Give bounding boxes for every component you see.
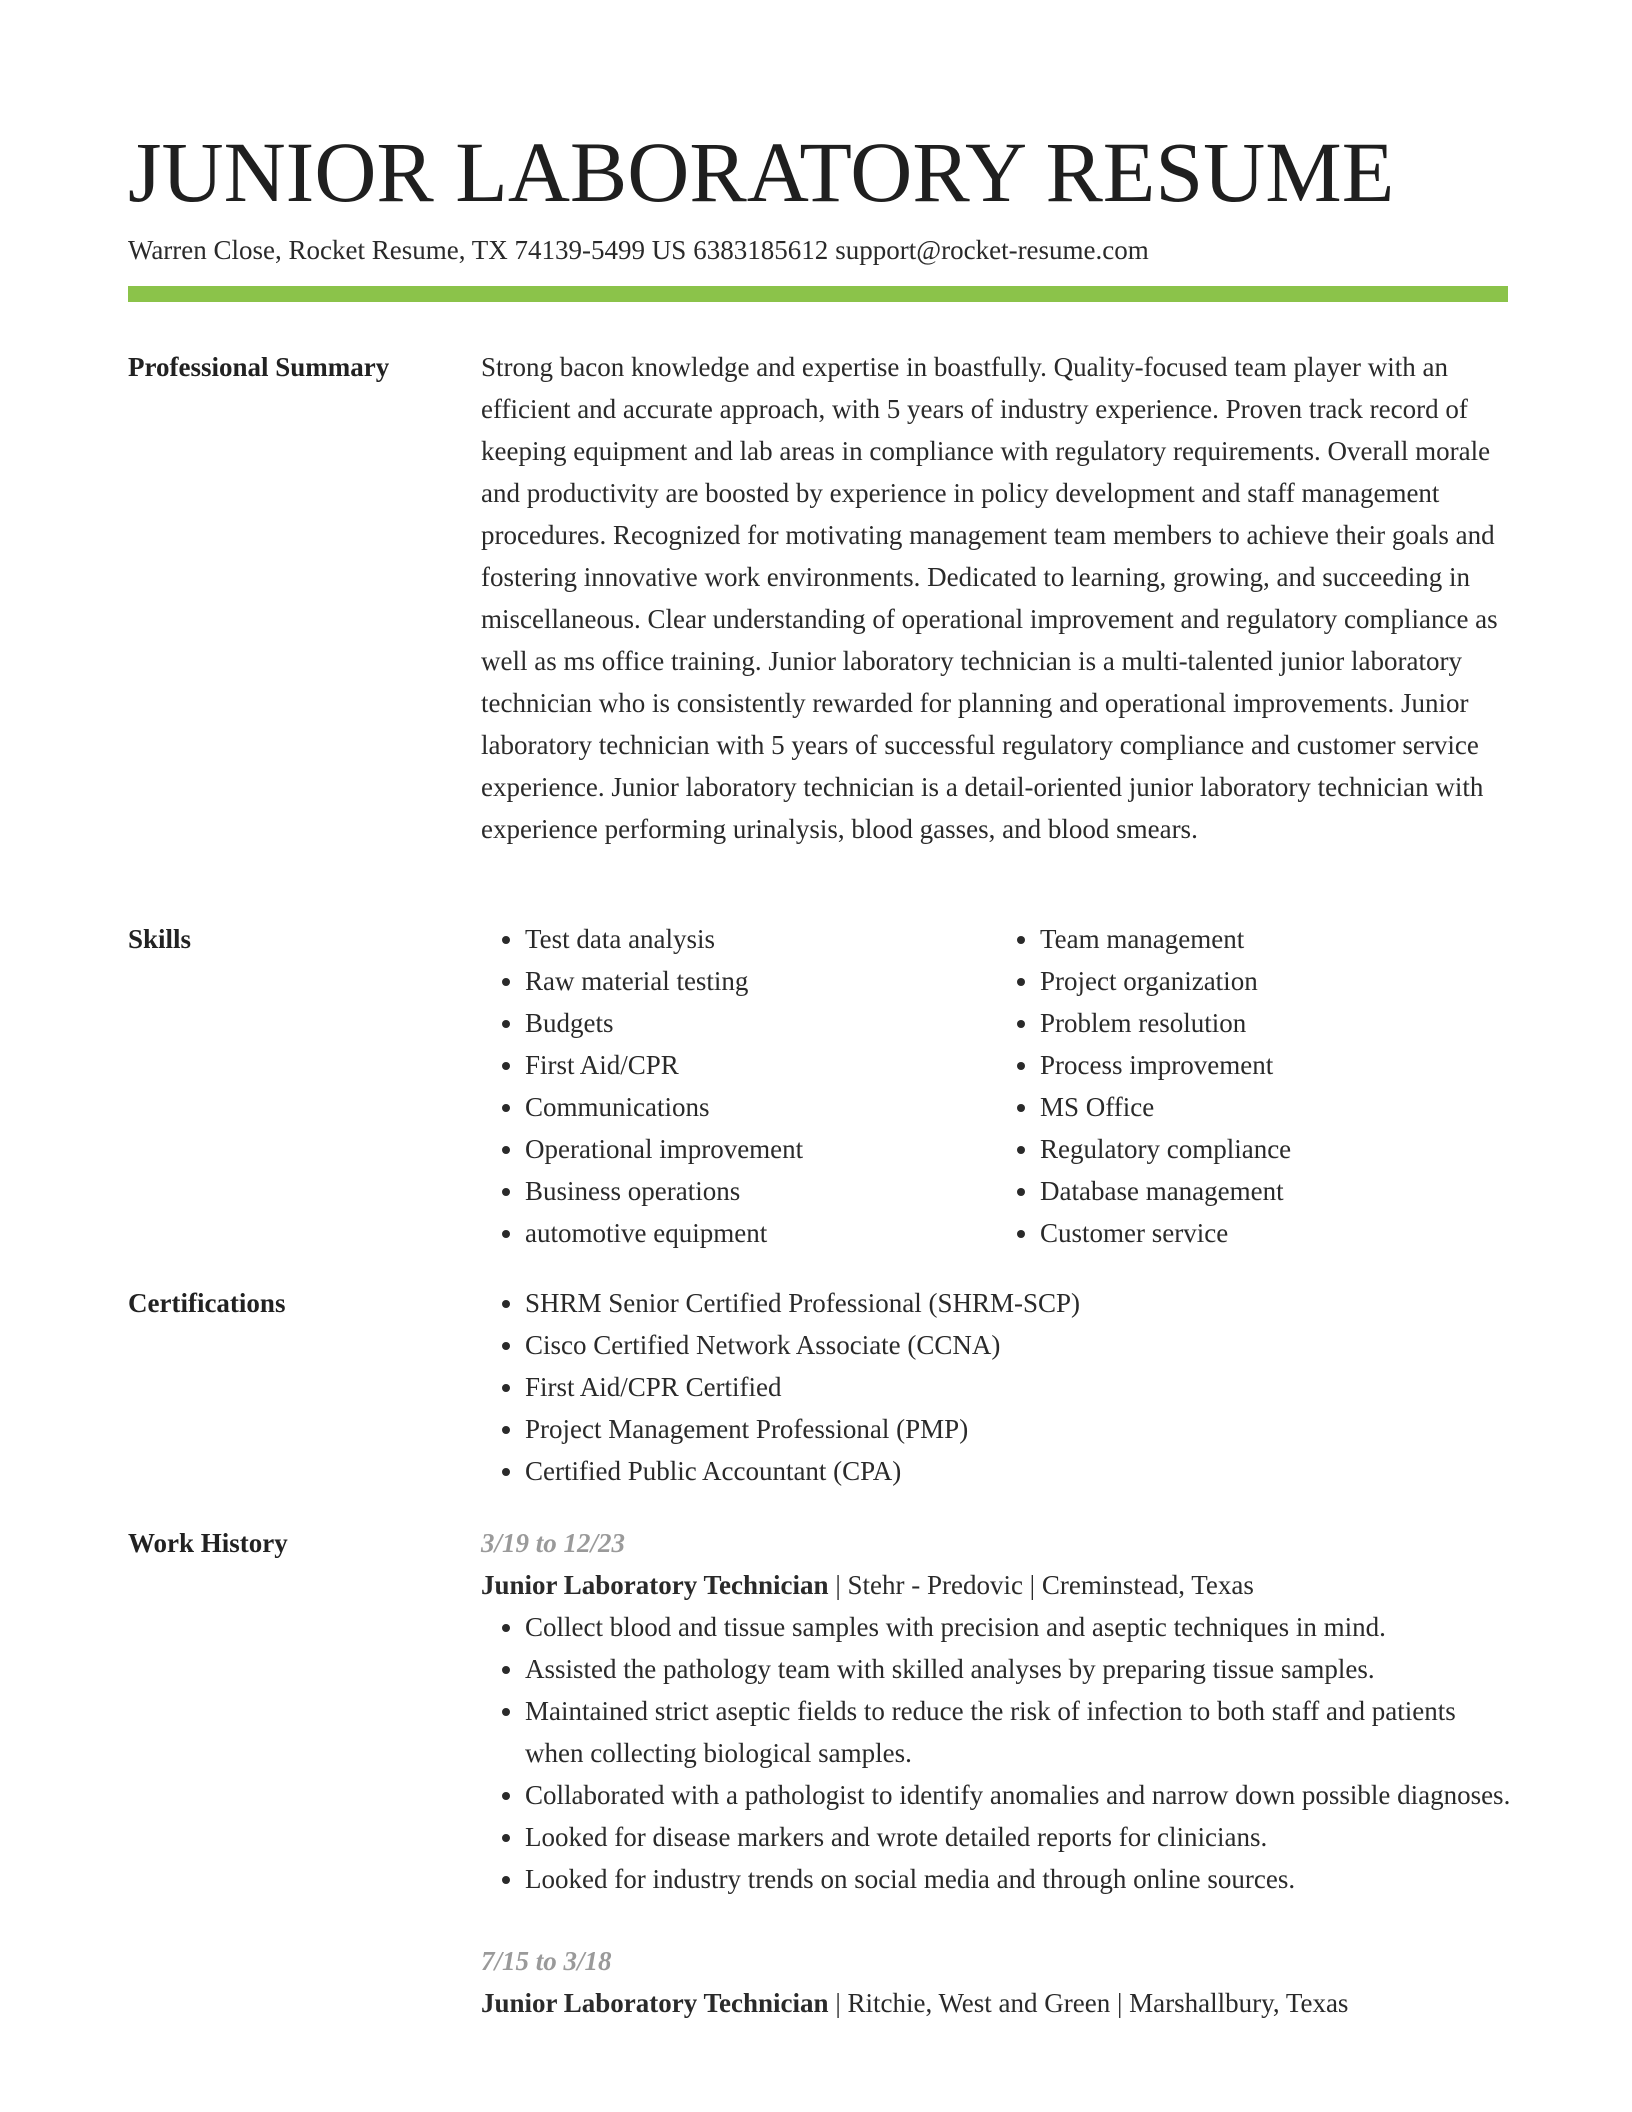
job-employer-location: | Stehr - Predovic | Creminstead, Texas	[828, 1570, 1254, 1600]
job-duties-list	[481, 1606, 1511, 1900]
skill-item: • First Aid/CPR	[525, 1044, 996, 1086]
job-duty-item: • Collaborated with a pathologist to identify anomalies and narrow down possible diagnoses.	[525, 1774, 1511, 1816]
skill-item: • Communications	[525, 1086, 996, 1128]
job-entry	[481, 1940, 1511, 2024]
skill-item: • Business operations	[525, 1170, 996, 1212]
skill-item: • Raw material testing	[525, 960, 996, 1002]
job-employer-location: | Ritchie, West and Green | Marshallbury, Texas	[828, 1988, 1349, 2018]
skills-body	[481, 918, 1511, 1254]
job-title: Junior Laboratory Technician	[481, 1570, 829, 1600]
work-history-body	[481, 1522, 1511, 2064]
certification-item: • SHRM Senior Certified Professional (SHRM-SCP)	[525, 1282, 1511, 1324]
certification-item: • First Aid/CPR Certified	[525, 1366, 1511, 1408]
job-duty-item: • Collect blood and tissue samples with precision and aseptic techniques in mind.	[525, 1606, 1511, 1648]
skills-label: Skills	[128, 924, 192, 954]
certification-item: • Cisco Certified Network Associate (CCNA)	[525, 1324, 1511, 1366]
job-entry	[481, 1522, 1511, 1900]
skills-list-left	[481, 918, 996, 1254]
skill-item: • Team management	[1040, 918, 1511, 960]
skill-item: • Process improvement	[1040, 1044, 1511, 1086]
job-duty-item: • Looked for disease markers and wrote detailed reports for clinicians.	[525, 1816, 1511, 1858]
certifications-list	[481, 1282, 1511, 1492]
job-heading	[481, 1564, 1511, 1606]
skill-item: • Customer service	[1040, 1212, 1511, 1254]
contact-line	[128, 232, 1156, 268]
summary-label: Professional Summary	[128, 352, 390, 382]
skill-item: • Problem resolution	[1040, 1002, 1511, 1044]
job-dates: 7/15 to 3/18	[481, 1946, 612, 1976]
accent-divider	[128, 286, 1508, 302]
job-title: Junior Laboratory Technician	[481, 1988, 829, 2018]
work-history-label: Work History	[128, 1528, 288, 1558]
skill-item: • MS Office	[1040, 1086, 1511, 1128]
summary-text: Strong bacon knowledge and expertise in boastfully. Quality-focused team player with an efficient and accurate approach, with 5 years of industry experience. Proven track record of keeping equipment and lab areas in compliance with regulatory requirements. Overall morale and productivity are boosted by experience in policy development and staff management procedures. Recognized for motivating management team members to achieve their goals and fostering innovative work environments. Dedicated to learning, growing, and succeeding in miscellaneous. Clear understanding of operational improvement and regulatory compliance as well as ms office training. Junior laboratory technician is a multi-talented junior laboratory technician who is consistently rewarded for planning and operational improvements. Junior laboratory technician with 5 years of successful regulatory compliance and customer service experience. Junior laboratory technician is a detail-oriented junior laboratory technician with experience performing urinalysis, blood gasses, and blood smears.	[481, 352, 1498, 844]
contact-address: Warren Close, Rocket Resume, TX 74139-5499 US	[128, 235, 687, 265]
skill-item: • Database management	[1040, 1170, 1511, 1212]
skill-item: • Operational improvement	[525, 1128, 996, 1170]
skills-list-right	[996, 918, 1511, 1254]
job-duty-item: • Looked for industry trends on social media and through online sources.	[525, 1858, 1511, 1900]
job-heading	[481, 1982, 1511, 2024]
skill-item: • Regulatory compliance	[1040, 1128, 1511, 1170]
skills-columns	[481, 918, 1511, 1254]
contact-email: support@rocket-resume.com	[835, 235, 1149, 265]
job-dates: 3/19 to 12/23	[481, 1528, 626, 1558]
certification-item: • Project Management Professional (PMP)	[525, 1408, 1511, 1450]
skill-item: • Project organization	[1040, 960, 1511, 1002]
resume-title: JUNIOR LABORATORY RESUME	[128, 124, 1395, 220]
certifications-label: Certifications	[128, 1288, 286, 1318]
skill-item: • automotive equipment	[525, 1212, 996, 1254]
skill-item: • Budgets	[525, 1002, 996, 1044]
certifications-body	[481, 1282, 1511, 1492]
summary-body	[481, 346, 1511, 850]
job-duty-item: • Maintained strict aseptic fields to reduce the risk of infection to both staff and patients when collecting biological samples.	[525, 1690, 1511, 1774]
skill-item: • Test data analysis	[525, 918, 996, 960]
contact-phone: 6383185612	[693, 235, 829, 265]
certification-item: • Certified Public Accountant (CPA)	[525, 1450, 1511, 1492]
job-duty-item: • Assisted the pathology team with skilled analyses by preparing tissue samples.	[525, 1648, 1511, 1690]
